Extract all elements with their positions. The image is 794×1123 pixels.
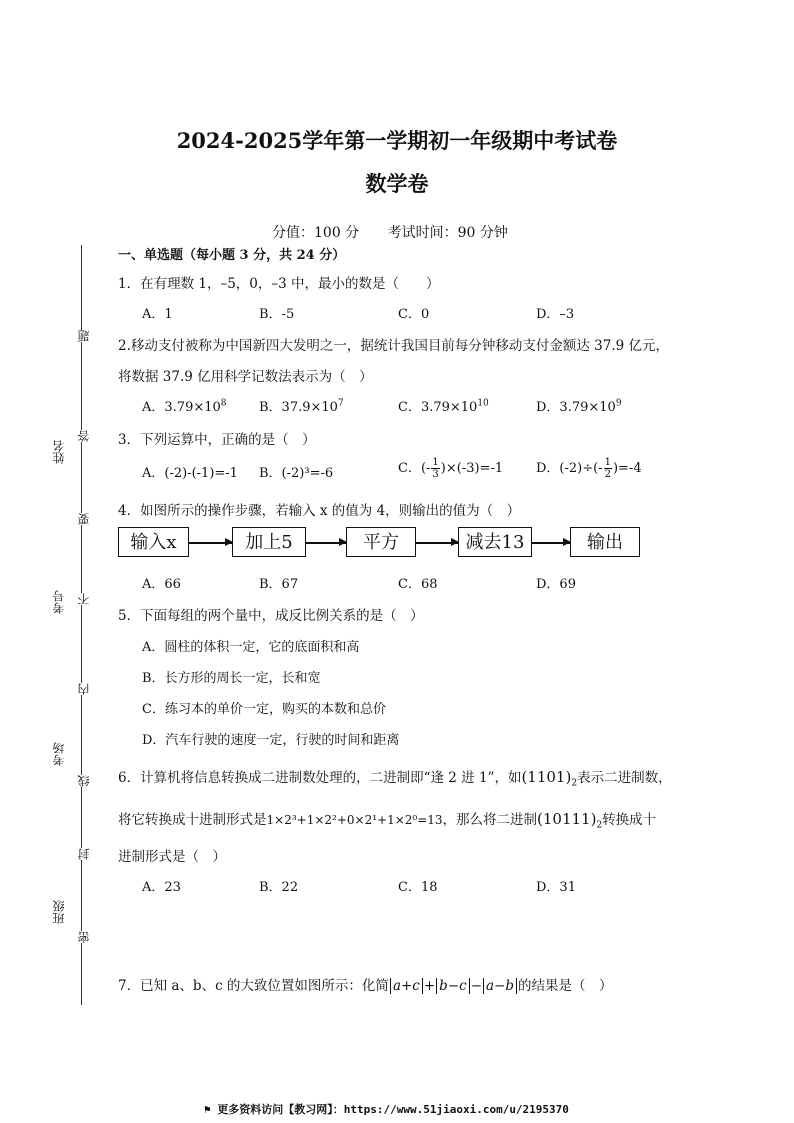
- flowchart: [118, 527, 648, 563]
- q2-option-c: C．$3.79\times 10^{10}$: [398, 398, 489, 415]
- q1-option-d: D．–3: [536, 307, 575, 322]
- score-info: 分值：100 分: [272, 225, 360, 241]
- question-2-line2: 将数据 37.9 亿用科学记数法表示为（ ）: [118, 369, 373, 385]
- binding-margin: [58, 245, 91, 1005]
- q2-option-d: D．$3.79\times 10^9$: [536, 398, 622, 415]
- question-6-line3: 进制形式是（ ）: [118, 849, 226, 865]
- abs-b-minus-c: b−c: [436, 978, 470, 994]
- arrow-right-icon: [532, 542, 570, 544]
- q5-option-c: C．练习本的单价一定，购买的本数和总价: [142, 702, 386, 717]
- q3-option-c: C．(- $\frac{1}{3}$ )×(-3)=-1: [398, 457, 504, 480]
- question-3: 3．下列运算中，正确的是（ ）: [118, 432, 316, 448]
- q4-option-d: D．69: [536, 577, 576, 592]
- flow-step-add: 加上5: [232, 527, 306, 557]
- seal-char: 密: [77, 931, 91, 943]
- fraction-one-half: $\frac{1}{2}$: [604, 457, 611, 480]
- q1-option-c: C．0: [398, 307, 430, 322]
- q2-option-a: A．$3.79\times 10^8$: [142, 398, 227, 415]
- section-title: 一、单选题（每小题 3 分，共 24 分）: [118, 248, 346, 263]
- q5-option-b: B．长方形的周长一定，长和宽: [142, 671, 321, 686]
- flow-step-subtract: 减去13: [458, 527, 532, 557]
- q1-option-b: B．-5: [259, 307, 295, 322]
- q2-option-b: B．$37.9\times 10^7$: [259, 398, 344, 415]
- arrow-right-icon: [306, 542, 346, 544]
- footer-link[interactable]: ⚑ 更多资料访问【教习网】：https://www.51jiaoxi.com/u/2195370: [204, 1103, 569, 1116]
- flow-step-square: 平方: [346, 527, 416, 557]
- q6-option-d: D．31: [536, 880, 576, 895]
- q4-option-b: B．67: [259, 577, 299, 592]
- question-2-line1: 2.移动支付被称为中国新四大发明之一，据统计我国目前每分钟移动支付金额达 37.9 亿元，: [118, 338, 670, 354]
- q6-option-c: C．18: [398, 880, 438, 895]
- q1-option-a: A．1: [142, 307, 173, 322]
- question-6-line2: 将它转换成十进制形式是1×2³+1×2²+0×2¹+1×2⁰=13，那么将二进制$(10111)_2$转换成十: [118, 810, 657, 831]
- exam-subtitle: 数学卷: [365, 171, 429, 196]
- exam-meta: [272, 222, 508, 242]
- q3-option-a: A．(-2)-(-1)=-1: [142, 466, 238, 481]
- q3-option-d: D．(-2)÷(- $\frac{1}{2}$ )=-4: [536, 457, 642, 480]
- label-exam-number: 考号: [52, 590, 66, 614]
- seal-char: 答: [77, 430, 91, 442]
- seal-char: 要: [77, 513, 91, 525]
- q4-option-a: A．66: [142, 577, 181, 592]
- arrow-right-icon: [189, 542, 232, 544]
- seal-char: 封: [77, 848, 91, 860]
- q4-option-c: C．68: [398, 577, 438, 592]
- seal-char: 线: [77, 775, 91, 787]
- question-6-line1: 6．计算机将信息转换成二进制数处理的，二进制即“逢 2 进 1”，如$(1101)_2$表示二进制数，: [118, 768, 672, 789]
- time-info: 考试时间：90 分钟: [387, 225, 508, 241]
- q5-option-d: D．汽车行驶的速度一定，行驶的时间和距离: [142, 733, 400, 748]
- q6-option-a: A．23: [142, 880, 181, 895]
- flow-step-output: 输出: [570, 527, 640, 557]
- arrow-right-icon: [416, 542, 458, 544]
- seal-char: 内: [77, 683, 91, 695]
- abs-a-plus-c: a+c: [390, 978, 423, 994]
- label-exam-room: 考场: [52, 742, 66, 766]
- exam-title: 2024-2025学年第一学期初一年级期中考试卷: [176, 128, 618, 153]
- question-1: 1．在有理数 1，–5，0，–3 中，最小的数是（ ）: [118, 276, 440, 292]
- q5-option-a: A．圆柱的体积一定，它的底面积和高: [142, 640, 360, 655]
- fraction-one-third: $\frac{1}{3}$: [432, 457, 439, 480]
- label-class: 班级: [52, 900, 66, 924]
- label-name: 姓名: [52, 440, 66, 464]
- flag-icon: ⚑: [204, 1103, 211, 1116]
- question-4: 4．如图所示的操作步骤，若输入 x 的值为 4，则输出的值为（ ）: [118, 503, 521, 519]
- seal-char: 不: [77, 593, 91, 605]
- binding-line: [81, 245, 82, 1005]
- q6-option-b: B．22: [259, 880, 299, 895]
- question-7: 7．已知 a、b、c 的大致位置如图所示：化简 a+c + b−c − a−b 的结果是（ ）: [118, 978, 613, 994]
- seal-char: 题: [77, 330, 91, 342]
- abs-a-minus-b: a−b: [483, 978, 517, 994]
- q3-option-b: B．(-2)³=-6: [259, 466, 334, 481]
- question-5: 5．下面每组的两个量中，成反比例关系的是（ ）: [118, 608, 424, 624]
- flow-step-input: 输入x: [118, 527, 189, 557]
